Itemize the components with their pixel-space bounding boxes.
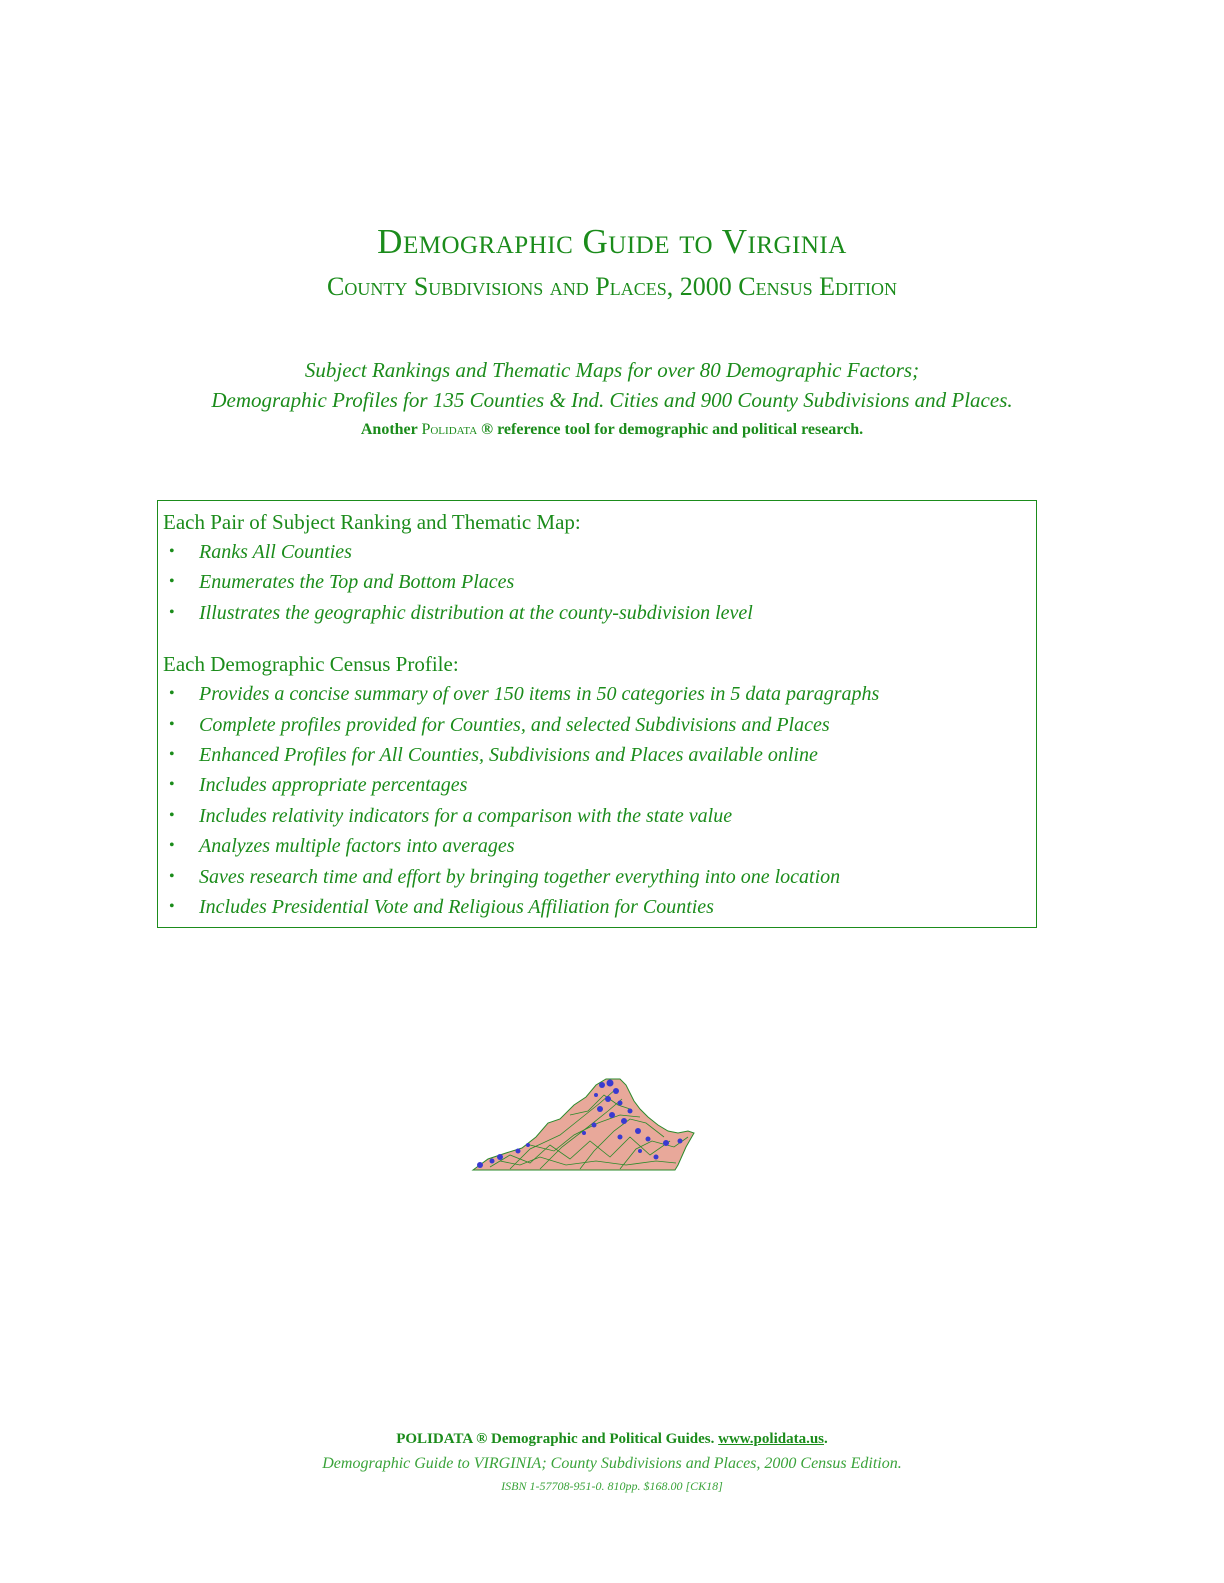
- bullet-icon: •: [169, 573, 175, 591]
- footer-isbn: ISBN 1-57708-951-0. 810pp. $168.00 [CK18]: [501, 1479, 723, 1493]
- bullet-icon: •: [169, 806, 175, 824]
- features-box: [157, 500, 1037, 928]
- virginia-map-icon: [470, 1075, 695, 1175]
- footer-publisher: POLIDATA ® Demographic and Political Guides. www.polidata.us.: [396, 1431, 828, 1447]
- list-item: • Complete profiles provided for Counties, and selected Subdivisions and Places: [163, 710, 1036, 740]
- bullet-icon: •: [169, 715, 175, 733]
- list-item: • Saves research time and effort by bringing together everything into one location: [163, 862, 1036, 892]
- bullet-icon: •: [169, 685, 175, 703]
- list-item: • Enhanced Profiles for All Counties, Subdivisions and Places available online: [163, 740, 1036, 770]
- list-item: • Analyzes multiple factors into averages: [163, 831, 1036, 861]
- ranking-heading: Each Pair of Subject Ranking and Thematic Map:: [163, 510, 581, 534]
- list-item: • Enumerates the Top and Bottom Places: [163, 567, 1036, 597]
- list-item: • Ranks All Counties: [163, 537, 1036, 567]
- profile-heading: Each Demographic Census Profile:: [163, 652, 459, 677]
- footer-publisher-text: POLIDATA ® Demographic and Political Guides.: [396, 1431, 719, 1447]
- polidata-website-link[interactable]: www.polidata.us: [718, 1431, 825, 1447]
- page-subtitle: County Subdivisions and Places, 2000 Census Edition: [327, 272, 897, 301]
- bullet-icon: •: [169, 745, 175, 763]
- bullet-icon: •: [169, 603, 175, 621]
- tagline-prefix: Another: [360, 421, 422, 438]
- bullet-icon: •: [169, 837, 175, 855]
- tagline-line-1: Subject Rankings and Thematic Maps for over 80 Demographic Factors;: [304, 358, 920, 382]
- tagline-line-2: Demographic Profiles for 135 Counties & Ind. Cities and 900 County Subdivisions and Places.: [211, 388, 1013, 412]
- ranking-list: [163, 537, 1036, 628]
- bullet-icon: •: [169, 543, 175, 560]
- list-item: • Illustrates the geographic distribution at the county-subdivision level: [163, 598, 1036, 628]
- bullet-icon: •: [169, 867, 175, 885]
- polidata-brand: Polidata: [421, 421, 478, 438]
- bullet-icon: •: [169, 776, 175, 794]
- page-title: Demographic Guide to Virginia: [377, 222, 847, 261]
- list-item: • Provides a concise summary of over 150 items in 50 categories in 5 data paragraphs: [163, 679, 1036, 709]
- tagline-suffix: ® reference tool for demographic and political research.: [477, 421, 864, 438]
- list-item: • Includes Presidential Vote and Religious Affiliation for Counties: [163, 892, 1036, 922]
- tagline-line-3: [0, 421, 1224, 439]
- virginia-outline: [473, 1079, 694, 1170]
- profile-list: [163, 679, 1036, 922]
- list-item: • Includes relativity indicators for a comparison with the state value: [163, 801, 1036, 831]
- bullet-icon: •: [169, 897, 175, 915]
- list-item: • Includes appropriate percentages: [163, 770, 1036, 800]
- footer-book-title: Demographic Guide to VIRGINIA; County Subdivisions and Places, 2000 Census Edition.: [322, 1455, 902, 1472]
